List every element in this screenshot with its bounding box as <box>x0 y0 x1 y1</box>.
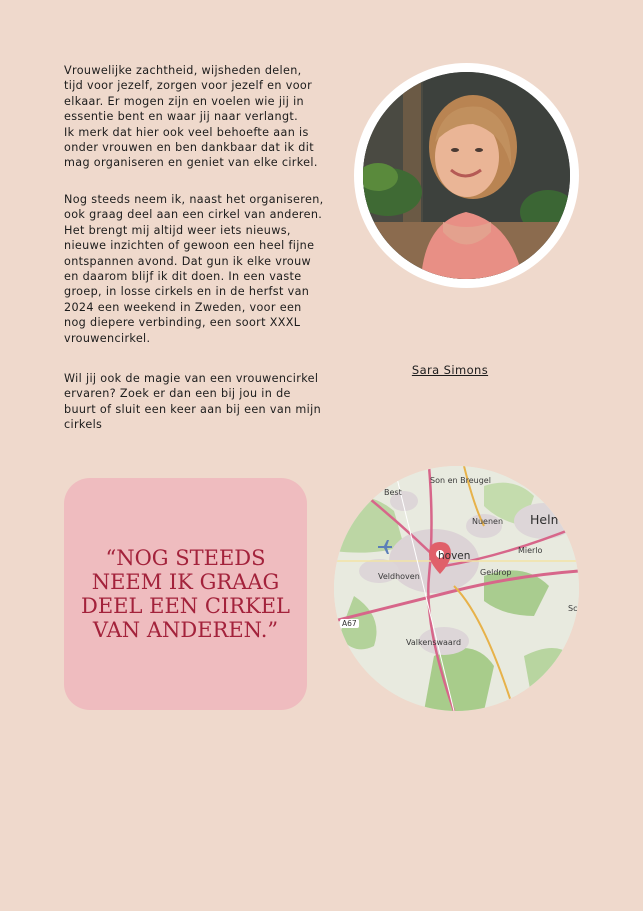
intro-paragraph: Vrouwelijke zachtheid, wijsheden delen, tijd voor jezelf, zorgen voor jezelf en voor elkaar. Er mogen zijn en voelen wie jij in essentie bent en waar jij naar verlangt. Ik merk dat hier ook veel behoefte aan is onder vrouwen en ben dankbaar dat ik dit mag organiseren en geniet van elke cirkel. <box>64 64 318 170</box>
experience-paragraph: Nog steeds neem ik, naast het organiseren, ook graag deel aan een cirkel van anderen. Het brengt mij altijd weer iets nieuws, nieuwe inzichten of gewoon een heel fijne ontspannen avond. Dat gun ik elke vrouw en daarom blijf ik dit doen. In een vaste groep, in losse cirkels en in de herfst van 2024 een weekend in Zweden, voor een nog diepere verbinding, een soort XXXL vrouwencirkel. <box>64 193 324 345</box>
map-label-nuenen: Nuenen <box>472 517 504 526</box>
map-label-veldhoven: Veldhoven <box>378 572 420 581</box>
map-label-helmond: Helm <box>530 512 563 527</box>
map-label-edge: Sc <box>568 604 578 613</box>
quote-card <box>64 478 307 710</box>
invitation-paragraph: Wil jij ook de magie van een vrouwencirkel ervaren? Zoek er dan een bij jou in de buurt of sluit een keer aan bij een van mijn cirkels <box>64 372 322 432</box>
location-map[interactable] <box>334 466 579 711</box>
map-label-valkenswaard: Valkenswaard <box>406 638 462 647</box>
map-label-eindhoven: hoven <box>438 550 471 562</box>
map-graphic <box>334 466 579 711</box>
map-label-mierlo: Mierlo <box>518 546 543 555</box>
portrait-illustration <box>363 72 570 279</box>
map-label-geldrop: Geldrop <box>480 568 512 577</box>
portrait-photo <box>363 72 570 279</box>
pull-quote: “NOG STEEDS NEEM IK GRAAG DEEL EEN CIRKEL VAN ANDEREN.” <box>81 546 290 642</box>
map-label-son-en-breugel: Son en Breugel <box>430 476 491 485</box>
map-label-best: Best <box>384 488 402 497</box>
map-label-road-a67: A67 <box>342 619 357 628</box>
portrait-frame <box>354 63 579 288</box>
portrait-caption-link[interactable]: Sara Simons <box>411 363 489 377</box>
